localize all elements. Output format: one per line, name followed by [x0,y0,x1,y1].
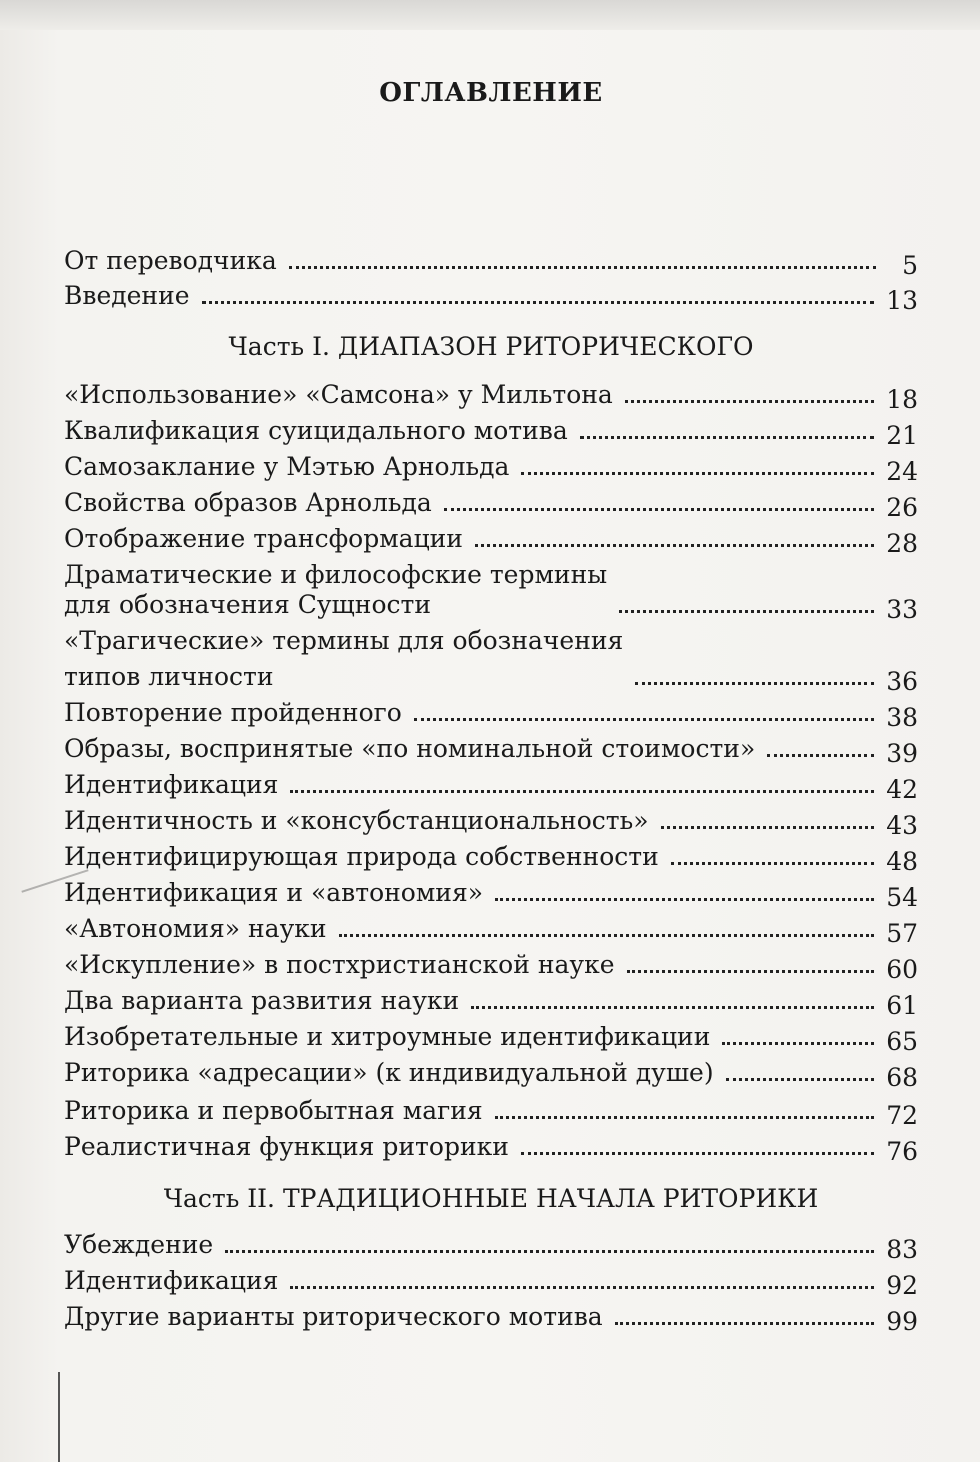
toc-entry [64,1302,918,1336]
toc-entry [64,1132,918,1166]
leader-dots [661,826,875,829]
leader-dots [475,544,874,547]
leader-dots [202,301,875,304]
leader-dots [722,1042,874,1045]
toc-entry-title: Образы, воспринятые «по номинальной стоимости» [64,734,756,763]
leader-dots [671,862,874,865]
toc-entry-title: Идентифицирующая природа собственности [64,842,659,871]
toc-entry [64,770,918,804]
toc-entry-title-line1: Драматические и философские термины [64,560,608,589]
toc-entry-title: Убеждение [64,1230,214,1259]
toc-entry-title: Два варианта развития науки [64,986,460,1015]
toc-entry-page: 92 [886,1271,918,1300]
leader-dots [635,682,874,685]
toc-entry-page: 65 [886,1027,918,1056]
toc-entry [64,986,918,1020]
toc-entry-page: 60 [886,955,918,984]
toc-entry-page: 5 [902,251,918,280]
page-edge-mark [58,1372,60,1462]
toc-entry-title: Идентификация и «автономия» [64,878,484,907]
leader-dots [726,1078,875,1081]
toc-entry-title-stack [64,626,623,692]
toc-entry [64,626,918,696]
toc-entry-title: «Автономия» науки [64,914,327,943]
toc-entry-title: Повторение пройденного [64,698,402,727]
toc-entry [64,698,918,732]
toc-entry-page: 18 [886,385,918,414]
leader-dots [495,1116,875,1119]
toc-entry-title: От переводчика [64,246,277,275]
toc-entry-page: 54 [886,883,918,912]
toc-heading: ОГЛАВЛЕНИЕ [379,78,603,108]
toc-entry-page: 68 [886,1063,918,1092]
toc-entry-page: 42 [886,775,918,804]
toc-entry-title: Отображение трансформации [64,524,463,553]
toc-entry-title-stack [64,560,607,620]
toc-entry-title-line2: для обозначения Сущности [64,590,432,619]
leader-dots [289,266,876,269]
toc-entry-page: 28 [886,529,918,558]
toc-entry [64,1058,918,1092]
toc-entry [64,950,918,984]
toc-entry-page: 24 [886,457,918,486]
leader-dots [615,1322,874,1325]
toc-entry-page: 48 [886,847,918,876]
toc-entry-title-line2: типов личности [64,662,274,691]
leader-dots [619,610,874,613]
toc-entry-title: «Использование» «Самсона» у Мильтона [64,380,613,409]
leader-dots [625,400,874,403]
toc-entry-title: Идентификация [64,770,279,799]
toc-entry-title: «Искупление» в постхристианской науке [64,950,615,979]
toc-entry-title: Риторика и первобытная магия [64,1096,483,1125]
toc-entry [64,452,918,486]
toc-entry-title: Риторика «адресации» (к индивидуальной душе) [64,1058,714,1087]
leader-dots [521,472,874,475]
toc-entry-title: Свойства образов Арнольда [64,488,432,517]
toc-entry-page: 33 [886,595,918,624]
toc-entry [64,1230,918,1264]
toc-entry-page: 57 [886,919,918,948]
leader-dots [471,1006,874,1009]
leader-dots [495,898,874,901]
leader-dots [339,934,875,937]
part-2-heading: Часть II. ТРАДИЦИОННЫЕ НАЧАЛА РИТОРИКИ [163,1184,819,1213]
toc-entry [64,1022,918,1056]
toc-entry-page: 76 [886,1137,918,1166]
toc-entry [64,1266,918,1300]
toc-entry-title: Изобретательные и хитроумные идентификации [64,1022,711,1051]
toc-entry-title: Другие варианты риторического мотива [64,1302,603,1331]
toc-entry-page: 43 [886,811,918,840]
toc-entry [64,416,918,450]
toc-entry [64,878,918,912]
toc-entry-page: 36 [886,667,918,696]
toc-entry-page: 39 [886,739,918,768]
page-top-shadow [0,0,980,30]
toc-entry-page: 21 [886,421,918,450]
toc-entry-page: 83 [886,1235,918,1264]
leader-dots [627,970,875,973]
toc-entry-page: 61 [886,991,918,1020]
toc-entry [64,560,918,624]
leader-dots [580,436,874,439]
leader-dots [444,508,874,511]
toc-entry [64,380,918,414]
toc-entry-title: Введение [64,281,190,310]
toc-entry-page: 72 [886,1101,918,1130]
toc-entry [64,734,918,768]
toc-entry-title: Самозаклание у Мэтью Арнольда [64,452,510,481]
toc-entry [64,488,918,522]
part-1-heading: Часть I. ДИАПАЗОН РИТОРИЧЕСКОГО [228,332,754,361]
leader-dots [290,1286,874,1289]
leader-dots [414,718,874,721]
leader-dots [767,754,874,757]
leader-dots [225,1250,874,1253]
toc-entry-page: 26 [886,493,918,522]
toc-entry-title: Идентификация [64,1266,279,1295]
toc-entry [64,524,918,558]
leader-dots [521,1152,874,1155]
toc-entry-page: 13 [886,286,918,315]
toc-entry-title: Реалистичная функция риторики [64,1132,509,1161]
toc-entry-page: 38 [886,703,918,732]
toc-entry-title: Идентичность и «консубстанциональность» [64,806,649,835]
toc-entry [64,1096,918,1130]
toc-entry-page: 99 [886,1307,918,1336]
toc-entry [64,806,918,840]
toc-entry [64,281,918,315]
toc-entry [64,842,918,876]
toc-entry [64,914,918,948]
toc-entry-title: Квалификация суицидального мотива [64,416,568,445]
toc-entry [64,246,918,280]
leader-dots [290,790,874,793]
toc-entry-title-line1: «Трагические» термины для обозначения [64,626,624,655]
